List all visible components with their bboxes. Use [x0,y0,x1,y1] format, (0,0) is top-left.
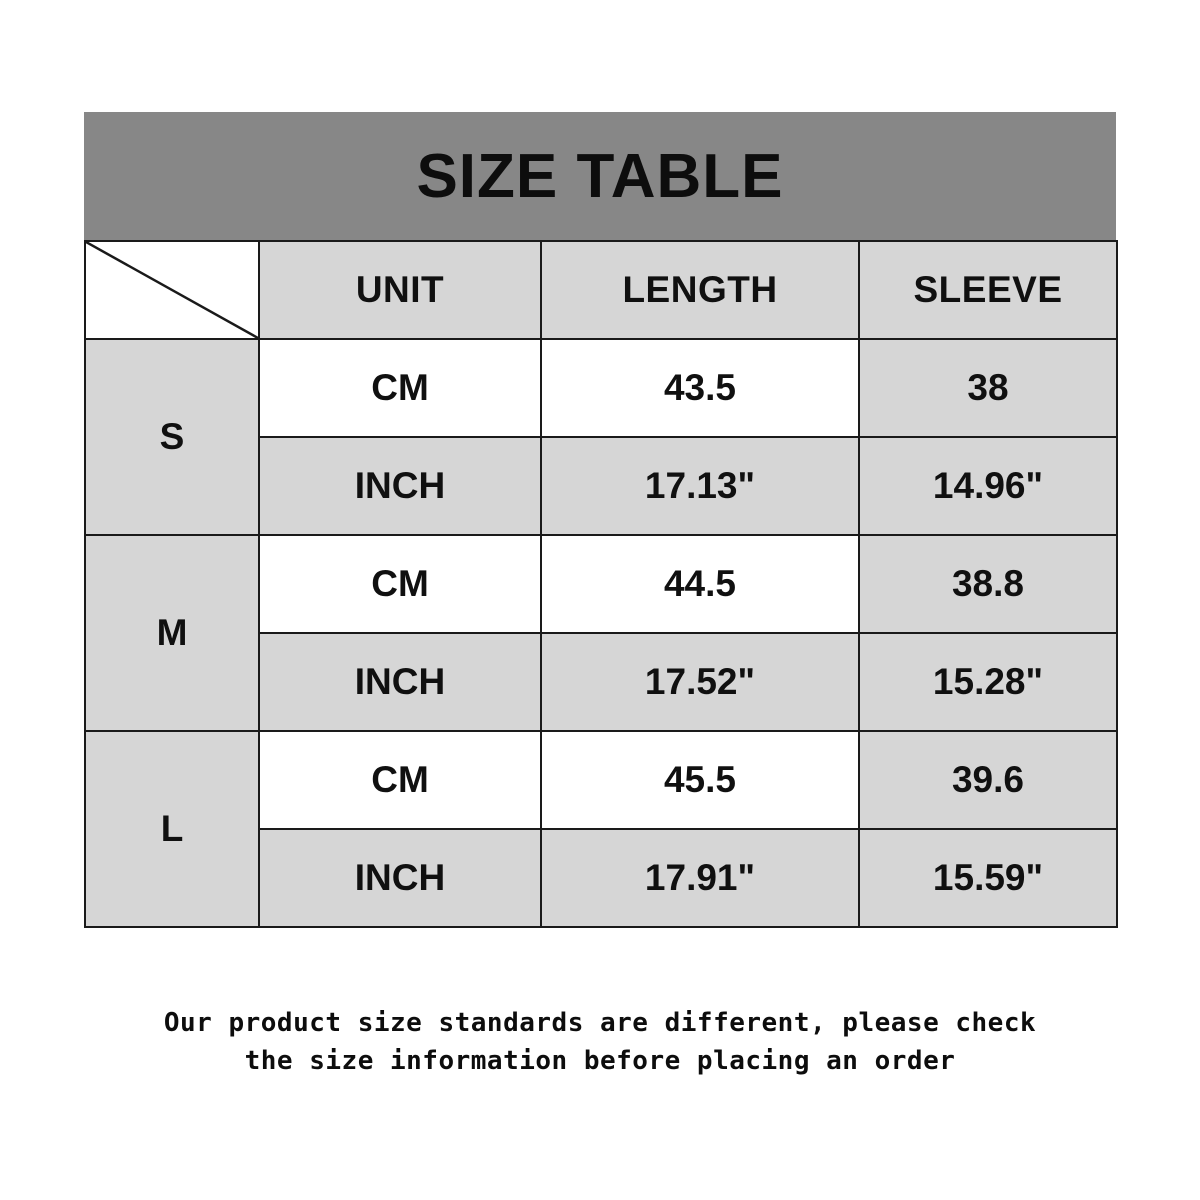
length-cell: 17.13" [541,437,859,535]
diagonal-divider-icon [85,241,259,339]
page-title: SIZE TABLE [416,141,784,211]
size-note-line-1: Our product size standards are different, please check [163,1008,1037,1038]
sleeve-cell: 38 [859,339,1117,437]
table-row [85,339,1117,437]
table-row [85,535,1117,633]
column-header-unit: UNIT [259,241,541,339]
size-note [0,1005,1200,1080]
title-bar [84,112,1116,240]
column-header-length: LENGTH [541,241,859,339]
size-label-l: L [85,731,259,927]
table-header-row [85,241,1117,339]
unit-cell: CM [259,535,541,633]
length-cell: 44.5 [541,535,859,633]
sleeve-cell: 39.6 [859,731,1117,829]
size-label-s: S [85,339,259,535]
unit-cell: CM [259,339,541,437]
table-row [85,731,1117,829]
unit-cell: INCH [259,829,541,927]
length-cell: 43.5 [541,339,859,437]
size-table [84,240,1118,928]
length-cell: 17.52" [541,633,859,731]
sleeve-cell: 14.96" [859,437,1117,535]
unit-cell: INCH [259,633,541,731]
sleeve-cell: 15.59" [859,829,1117,927]
length-cell: 45.5 [541,731,859,829]
size-table-container [84,112,1116,928]
size-label-m: M [85,535,259,731]
sleeve-cell: 15.28" [859,633,1117,731]
size-note-line-2: the size information before placing an order [244,1045,956,1076]
column-header-sleeve: SLEEVE [859,241,1117,339]
unit-cell: INCH [259,437,541,535]
unit-cell: CM [259,731,541,829]
length-cell: 17.91" [541,829,859,927]
sleeve-cell: 38.8 [859,535,1117,633]
